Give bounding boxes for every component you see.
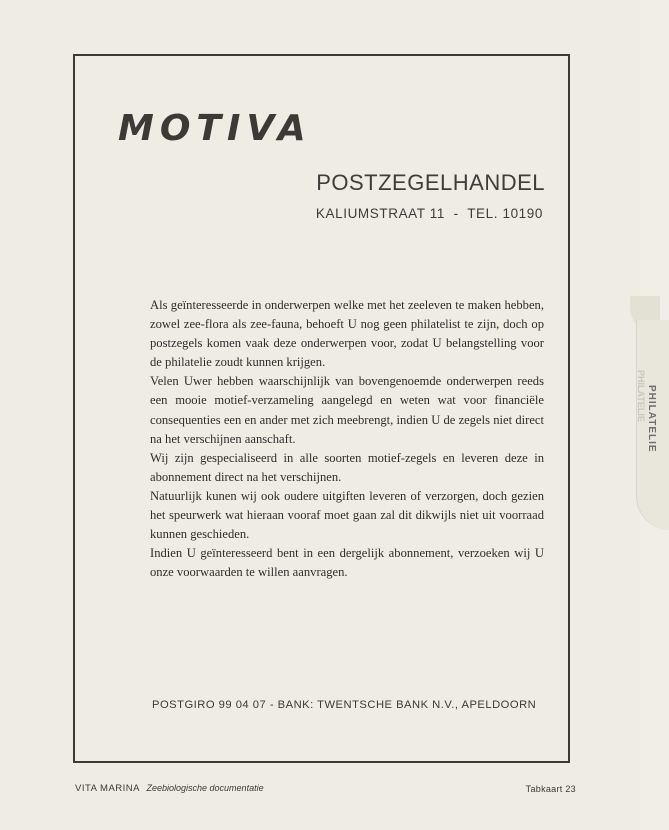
body-paragraph: Velen Uwer hebben waarschijnlijk van bovengenoemde onderwerpen reeds een mooie motief-verzameling aangelegd en weten wat voor financiële consequenties een en ander met zich meebrengt, indien U de zegels niet direct na het verschijnen aanschaft.	[150, 374, 544, 446]
body-paragraph: Natuurlijk kunen wij ook oudere uitgiften leveren of verzorgen, doch gezien het speurwerk wat hieraan vooraf moet gaan zal dit dikwijls niet uit voorraad kunnen geschieden.	[150, 488, 544, 542]
business-subtitle: POSTZEGELHANDEL	[316, 170, 545, 195]
body-paragraph: Als geïnteresseerde in onderwerpen welke met het zeeleven te maken hebben, zowel zee-flora als zee-fauna, behoeft U nog geen philatelist te zijn, doch op postzegels komen vaak deze onderwerpen voor, zodat U belangstelling voor de philatelie zoudt kunnen krijgen.	[150, 298, 544, 370]
address-line: KALIUMSTRAAT 11 - TEL. 10190	[315, 206, 543, 221]
motiva-logo: MOTIVA	[118, 108, 312, 149]
body-paragraph: Indien U geïnteresseerd bent in een dergelijk abonnement, verzoeken wij U onze voorwaarden te willen aanvragen.	[150, 546, 544, 580]
tab-label-faint: PHILATELIE	[636, 370, 646, 422]
bank-details: POSTGIRO 99 04 07 - BANK: TWENTSCHE BANK N.V., APELDOORN	[152, 699, 537, 711]
body-paragraph: Wij zijn gespecialiseerd in alle soorten motief-zegels en leveren deze in abonnement direct na het verschijnen.	[150, 450, 544, 484]
tab-label: PHILATELIE	[646, 385, 657, 453]
advertisement-body	[150, 296, 544, 582]
tab-card-number: Tabkaart 23	[525, 784, 576, 794]
series-description: Zeebiologische documentatie	[146, 783, 264, 793]
page-footer-left	[75, 783, 264, 794]
series-title: VITA MARINA	[75, 783, 140, 794]
